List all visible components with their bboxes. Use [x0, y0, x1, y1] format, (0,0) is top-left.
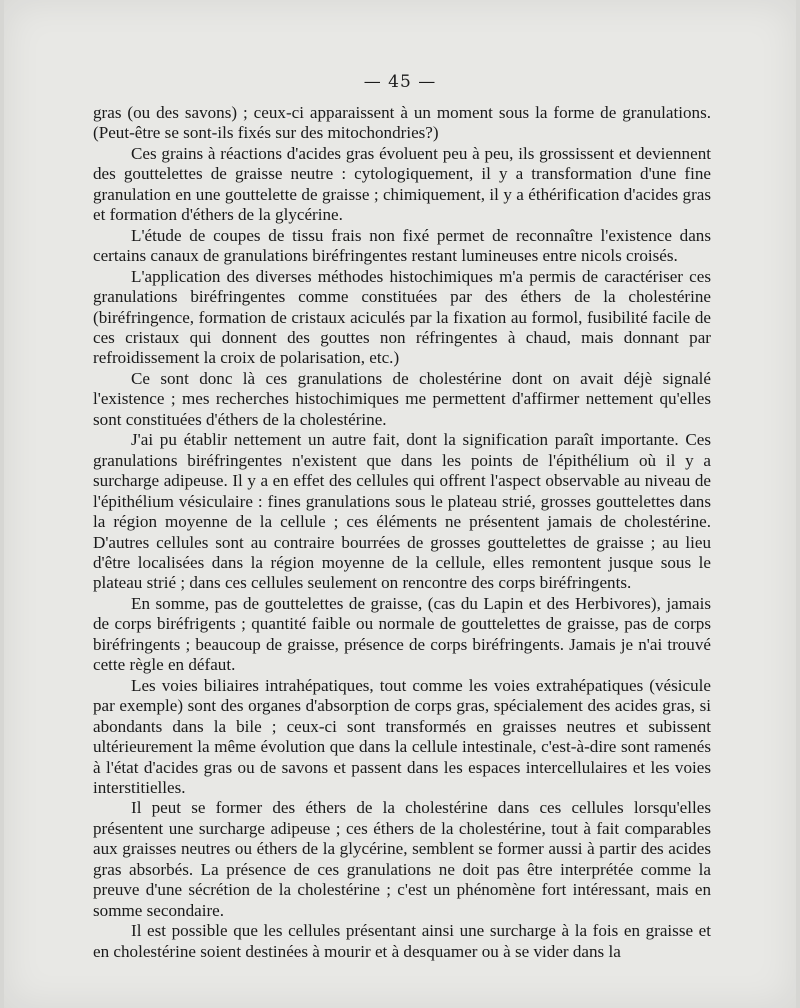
- paragraph-9: Il peut se former des éthers de la cholestérine dans ces cellules lorsqu'elles présentent une surcharge adipeuse ; ces éthers de la cholestérine, tout à fait comparables aux graisses neutres ou éthers de la glycérine, semblent se former aussi à partir des acides gras absorbés. La présence de ces granulations ne doit pas être interprétée comme la preuve d'une sécrétion de la cholestérine ; c'est un phénomène fort intéressant, mais en somme secondaire.: [93, 798, 711, 920]
- paragraph-2: Ces grains à réactions d'acides gras évoluent peu à peu, ils grossissent et deviennent des gouttelettes de graisse neutre : cytologiquement, il y a transformation d'une fine granulation en une gouttelette de graisse ; chimiquement, il y a éthérification d'acides gras et formation d'éthers de la glycérine.: [93, 143, 711, 225]
- paragraph-6: J'ai pu établir nettement un autre fait, dont la signification paraît importante. Ces granulations biréfringentes n'existent que dans les points de l'épithélium où il y a surcharge adipeuse. Il y a en effet des cellules qui offrent l'aspect observable au niveau de l'épithélium vésiculaire : fines granulations sous le plateau strié, grosses gouttelettes dans la région moyenne de la cellule ; ces éléments ne présentent jamais de cholestérine. D'autres cellules sont au contraire bourrées de grosses gouttelettes de graisse ; au lieu d'être localisées dans la région moyenne de la cellule, elles remontent jusque sous le plateau strié ; dans ces cellules seulement on rencontre des corps biréfringents.: [93, 430, 711, 593]
- paragraph-1: gras (ou des savons) ; ceux-ci apparaissent à un moment sous la forme de granulations. (Peut-être se sont-ils fixés sur des mitochondries?): [93, 103, 711, 143]
- body-text: [93, 103, 711, 962]
- paragraph-10: Il est possible que les cellules présentant ainsi une surcharge à la fois en graisse et en cholestérine soient destinées à mourir et à desquamer ou à se vider dans la: [93, 921, 711, 961]
- paragraph-8: Les voies biliaires intrahépatiques, tout comme les voies extrahépatiques (vésicule par exemple) sont des organes d'absorption de corps gras, spécialement des acides gras, si abondants dans la bile ; ceux-ci sont transformés en graisses neutres et subissent ultérieurement la même évolution que dans la cellule intestinale, c'est-à-dire sont ramenés à l'état d'acides gras ou de savons et passent dans les espaces intercellulaires et les voies interstitielles.: [93, 675, 711, 797]
- paragraph-5: Ce sont donc là ces granulations de cholestérine dont on avait déjè signalé l'existence ; mes recherches histochimiques me permettent d'affirmer nettement qu'elles sont constituées d'éthers de la cholestérine.: [93, 368, 711, 429]
- paragraph-3: L'étude de coupes de tissu frais non fixé permet de reconnaître l'existence dans certains canaux de granulations biréfringentes restant lumineuses entre nicols croisés.: [93, 225, 711, 266]
- paragraph-7: En somme, pas de gouttelettes de graisse, (cas du Lapin et des Herbivores), jamais de corps biréfrigents ; quantité faible ou normale de gouttelettes de graisse, pas de corps biréfringents ; beaucoup de graisse, présence de corps biréfringents. Jamais je n'ai trouvé cette règle en défaut.: [93, 593, 711, 675]
- paragraph-4: L'application des diverses méthodes histochimiques m'a permis de caractériser ces granulations biréfringentes comme constituées par des éthers de la cholestérine (biréfringence, formation de cristaux aciculés par la fixation au formol, fusibilité facile de ces cristaux qui donnent des gouttes non réfringentes à chaud, mais donnant par refroidissement la croix de polarisation, etc.): [93, 266, 711, 368]
- page-number: — 45 —: [363, 72, 437, 92]
